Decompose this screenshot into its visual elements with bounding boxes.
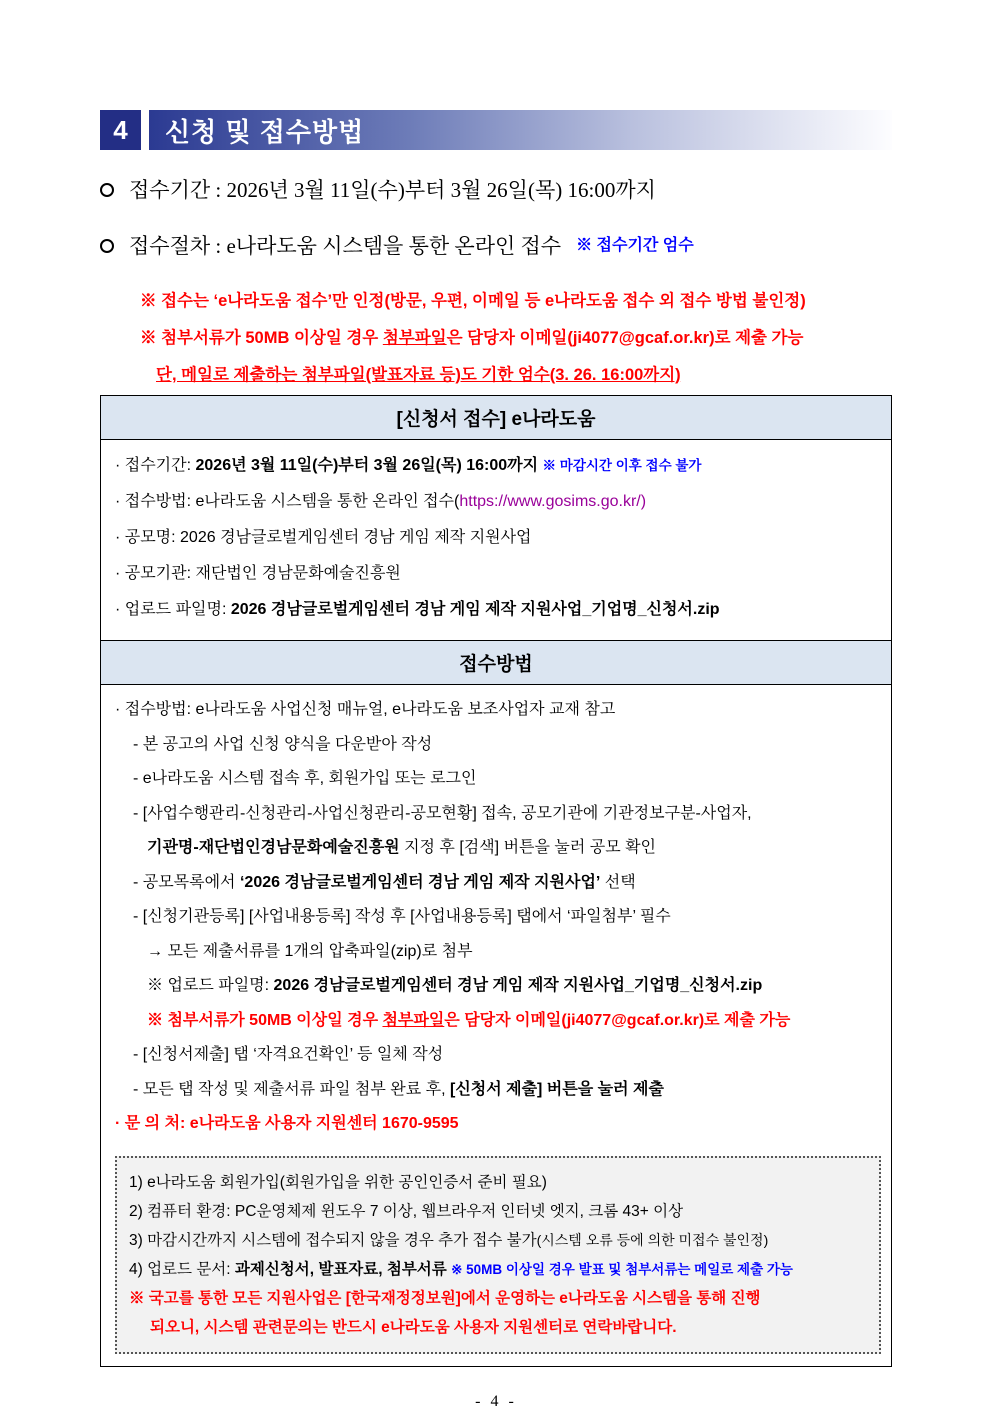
section-title: 신청 및 접수방법 [165,116,365,147]
intro-period-text: 접수기간 : 2026년 3월 11일(수)부터 3월 26일(목) 16:00까지 [129,178,656,202]
row-attach-warning [115,1004,881,1039]
receipt-period-note: ※ 마감시간 이후 접수 불가 [542,458,702,473]
attach-warning-pre: ※ 첨부서류가 50MB 이상일 경우 [147,1011,383,1029]
notice-environment-text: 2) 컴퓨터 환경: PC운영체제 윈도우 7 이상, 웹브라우저 인터넷 엣지, 크롬 43+ 이상 [129,1202,684,1220]
row-upload-filename [115,592,881,628]
table-row [101,396,892,440]
table-row [101,440,892,641]
application-info-table [100,395,892,1367]
section-header-gap [141,110,149,150]
intro-procedure-note: ※ 접수기간 엄수 [576,237,694,254]
upload-filename-value: 2026 경남글로벌게임센터 경남 게임 제작 지원사업_기업명_신청서.zip [230,601,720,618]
notice-system-text-1: ※ 국고를 통한 모든 지원사업은 [한국재정정보원]에서 운영하는 e나라도움 시스템을 통해 진행 [129,1289,761,1307]
upload-note-value: 2026 경남글로벌게임센터 경남 게임 제작 지원사업_기업명_신청서.zip [273,977,763,994]
notice-item-deadline [129,1226,867,1255]
row-upload-note [115,969,881,1004]
receipt-method-text: · 접수방법: e나라도움 시스템을 통한 온라인 접수( [115,493,460,510]
notice-item-documents [129,1255,867,1284]
notice-item-system-1 [129,1284,867,1313]
attach-warning-underlined: 첨부파일 [382,1011,445,1029]
step-search-text: 지정 후 [검색] 버튼을 눌러 공모 확인 [399,839,657,856]
step-download-text: - 본 공고의 사업 신청 양식을 다운받아 작성 [133,735,433,753]
step-register-text: - [신청기관등록] [사업내용등록] 작성 후 [사업내용등록] 탭에서 ‘파일첨부’ 필수 [133,908,671,925]
row-step-login [115,762,881,797]
step-login-text: - e나라도움 시스템 접속 후, 회원가입 또는 로그인 [133,770,477,787]
table-header-method: 접수방법 [101,641,892,685]
notice-membership-text: 1) e나라도움 회원가입(회원가입을 위한 공인인증서 준비 필요) [129,1173,547,1191]
notice-box [115,1156,881,1354]
circle-bullet-icon [100,183,114,197]
step-select-pre: - 공모목록에서 [133,873,240,891]
row-contest-name [115,520,881,556]
intro-line-period [100,175,892,205]
row-contest-org [115,556,881,592]
method-reference-text: · 접수방법: e나라도움 사업신청 매뉴얼, e나라도움 보조사업자 교재 참고 [115,701,616,718]
org-name-bold: 기관명-재단법인경남문화예술진흥원 [147,839,400,856]
warning-text-3: 단, 메일로 제출하는 첨부파일(발표자료 등)도 기한 엄수(3. 26. 16:00까지) [156,366,681,384]
warning-text-1: ※ 접수는 ‘e나라도움 접수’만 인정(방문, 우편, 이메일 등 e나라도움 접수 외 접수 방법 불인정) [140,292,806,310]
receipt-period-value: 2026년 3월 11일(수)부터 3월 26일(목) 16:00까지 [195,457,543,474]
notice-system-text-2: 되오니, 시스템 관련문의는 반드시 e나라도움 사용자 지원센터로 연락바랍니다. [150,1318,677,1336]
warning-text-2-underlined: 첨부파일 [382,329,447,347]
row-step-select-contest [115,866,881,901]
page-number: - 4 - [475,1392,517,1410]
table-row [101,641,892,685]
warning-line-3 [140,357,892,394]
warning-text-2b: 은 담당자 이메일(ji4077@gcaf.or.kr)로 제출 가능 [446,329,804,347]
application-info-cell [101,440,892,641]
row-method-reference [115,693,881,728]
table-header-application: [신청서 접수] e나라도움 [101,396,892,440]
submit-button-bold: [신청서 제출] 버튼을 눌러 제출 [449,1080,664,1098]
intro-procedure-text: 접수절차 : e나라도움 시스템을 통한 온라인 접수 [129,234,562,258]
attach-warning-post: 은 담당자 이메일(ji4077@gcaf.or.kr)로 제출 가능 [444,1011,791,1029]
notice-item-environment [129,1197,867,1226]
method-detail-cell [101,685,892,1367]
gosims-url-link[interactable]: https://www.gosims.go.kr/) [459,493,647,510]
table-row [101,685,892,1367]
row-step-register [115,900,881,935]
section-title-bar [149,110,892,150]
row-receipt-period [115,448,881,484]
row-step-download [115,728,881,763]
contact-text: · 문 의 처: e나라도움 사용자 지원센터 1670-9595 [115,1115,459,1132]
notice-deadline-text: 3) 마감시간까지 시스템에 접수되지 않을 경우 추가 접수 불가 [129,1231,537,1249]
row-step-menu-path [115,797,881,832]
section-header [100,110,892,150]
row-step-submit [115,1073,881,1108]
row-contact [115,1107,881,1142]
notice-deadline-small: (시스템 오류 등에 의한 미접수 불인정) [536,1231,769,1248]
notice-item-membership [129,1168,867,1197]
intro-line-procedure [100,231,892,261]
contest-name-text: · 공모명: 2026 경남글로벌게임센터 경남 게임 제작 지원사업 [115,529,532,546]
step-select-post: 선택 [600,873,636,891]
notice-documents-label: 4) 업로드 문서: [129,1260,235,1278]
warning-block [100,283,892,394]
zip-note-text: → 모든 제출서류를 1개의 압축파일(zip)로 첨부 [147,942,473,960]
row-step-qualification [115,1038,881,1073]
row-zip-note [115,935,881,970]
row-receipt-method [115,484,881,520]
warning-line-2 [140,320,892,357]
receipt-period-label: · 접수기간: [115,457,196,474]
warning-line-1 [140,283,892,320]
warning-text-2a: ※ 첨부서류가 50MB 이상일 경우 [140,329,383,347]
step-submit-pre: - 모든 탭 작성 및 제출서류 파일 첨부 완료 후, [133,1080,450,1098]
notice-documents-note: ※ 50MB 이상일 경우 발표 및 첨부서류는 메일로 제출 가능 [451,1261,793,1277]
contest-org-text: · 공모기관: 재단법인 경남문화예술진흥원 [115,565,401,582]
circle-bullet-icon [100,239,114,253]
upload-note-label: ※ 업로드 파일명: [147,977,274,994]
row-step-menu-path-cont [115,831,881,866]
notice-documents-bold: 과제신청서, 발표자료, 첨부서류 [234,1260,452,1278]
step-menu-path-text: - [사업수행관리-신청관리-사업신청관리-공모현황] 접속, 공모기관에 기관정보구분-사업자, [133,804,752,822]
contest-title-bold: ‘2026 경남글로벌게임센터 경남 게임 제작 지원사업’ [239,873,601,891]
step-qualification-text: - [신청서제출] 탭 ‘자격요건확인’ 등 일체 작성 [133,1046,444,1063]
section-number-badge: 4 [100,110,141,150]
notice-item-system-2 [129,1313,867,1342]
upload-filename-label: · 업로드 파일명: [115,601,231,618]
